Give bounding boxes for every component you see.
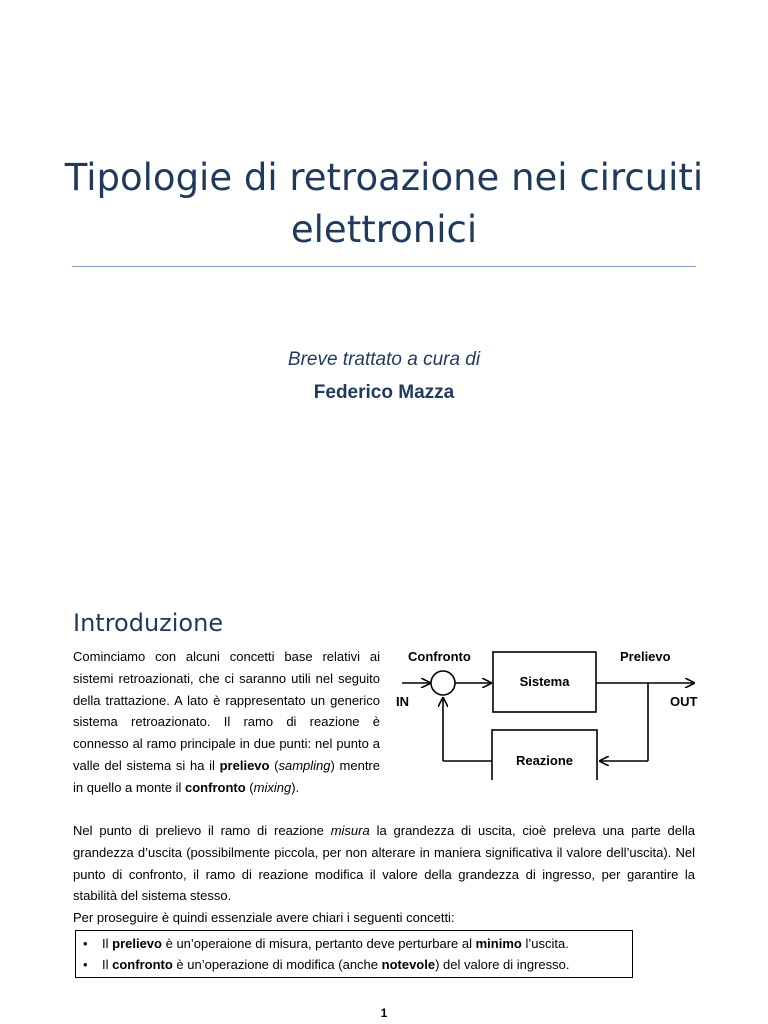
document-subtitle: Breve trattato a cura di	[287, 349, 481, 370]
text-run: Il	[102, 936, 113, 951]
text-run: Il	[102, 957, 113, 972]
intro-paragraph-1	[73, 646, 380, 799]
feedback-system-diagram	[390, 640, 710, 780]
label-prelievo: Prelievo	[620, 649, 671, 664]
title-divider	[72, 266, 696, 267]
intro-body	[73, 820, 695, 929]
intro-paragraph-2	[73, 820, 695, 907]
bullet-icon: •	[83, 957, 88, 972]
intro-paragraph-1-text	[73, 646, 380, 799]
term-prelievo: prelievo	[219, 757, 270, 773]
document-title: Tipologie di retroazione nei circuiti elettronici	[64, 156, 704, 251]
label-in: IN	[396, 694, 409, 709]
document-author: Federico Mazza	[313, 382, 455, 403]
text-run: (	[269, 757, 279, 773]
term-confronto: confronto	[112, 957, 173, 972]
text-run: la grandezza di uscita, cioè preleva una parte della grandezza d’uscita (possibilmente piccola, per non alterare in maniera significativa il valore dell’uscita). Nel punto di confronto, il ramo di reazione modifica il valore della grandezza di ingresso, per garantire la stabilità del sistema stesso.	[73, 823, 695, 904]
text-run: ).	[291, 779, 300, 795]
term-mixing: mixing	[253, 779, 292, 795]
text-run: ) mentre in quello a monte il	[73, 757, 380, 795]
bullet-icon: •	[83, 936, 88, 951]
text-run: ) del valore di ingresso.	[435, 957, 570, 972]
bullet-item	[76, 933, 632, 954]
term-prelievo: prelievo	[112, 936, 162, 951]
term-notevole: notevole	[381, 957, 436, 972]
key-concepts-box	[75, 930, 633, 978]
intro-paragraph-3: Per proseguire è quindi essenziale avere chiari i seguenti concetti:	[73, 910, 455, 926]
text-run: Cominciamo con alcuni concetti base relativi ai sistemi retroazionati, che ci saranno utili nel seguito della trattazione. A lato è rappresentato un generico sistema retroazionato. Il ramo di reazione è connesso al ramo principale in due punti: nel punto a valle del sistema si ha il	[73, 649, 380, 773]
label-confronto: Confronto	[408, 649, 471, 664]
term-minimo: minimo	[475, 936, 522, 951]
text-run: (	[245, 779, 254, 795]
term-sampling: sampling	[278, 757, 331, 773]
term-misura: misura	[330, 823, 370, 838]
text-run: è un’operazione di modifica (anche	[172, 957, 382, 972]
term-confronto: confronto	[185, 779, 246, 795]
summing-node	[431, 671, 455, 695]
bullet-item	[76, 954, 632, 975]
text-run: l’uscita.	[521, 936, 569, 951]
text-run: Nel punto di prelievo il ramo di reazione	[73, 823, 331, 838]
section-heading-introduzione: Introduzione	[73, 609, 224, 637]
page-number: 1	[380, 1006, 388, 1020]
block-sistema-label: Sistema	[519, 674, 570, 689]
text-run: è un’operaione di misura, pertanto deve perturbare al	[161, 936, 476, 951]
label-out: OUT	[670, 694, 698, 709]
block-reazione-label: Reazione	[515, 753, 574, 768]
